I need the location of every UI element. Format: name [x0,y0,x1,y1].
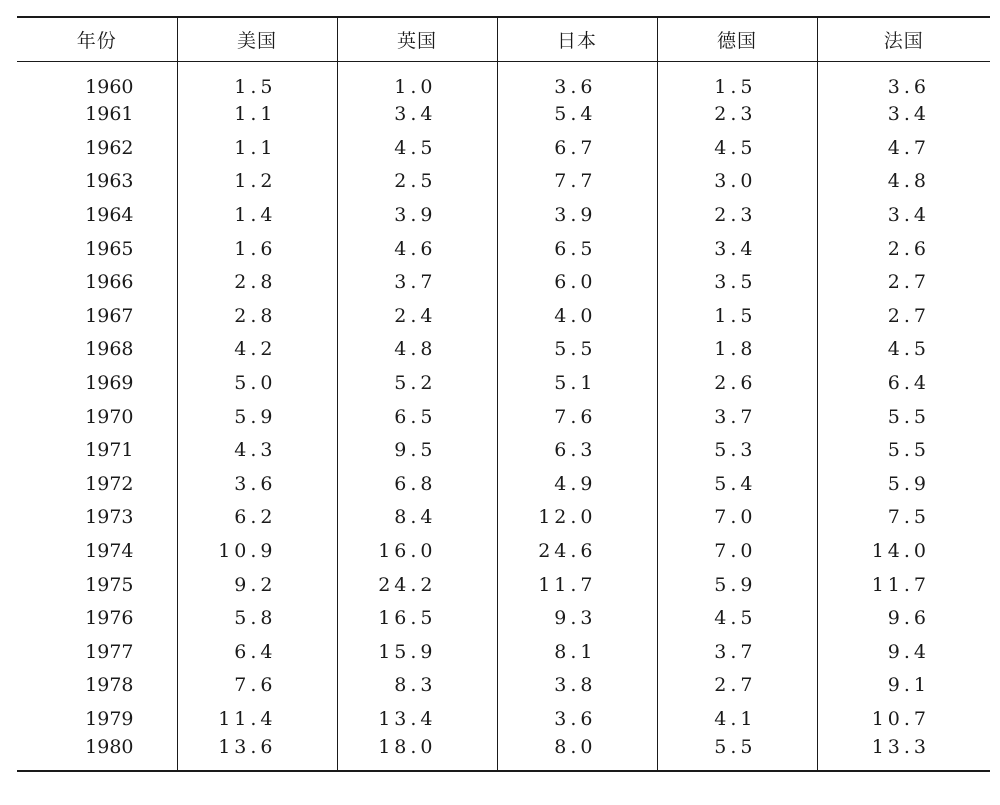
cell-japan: 24.6 [497,534,657,568]
table-row [17,601,990,635]
table-row [17,98,990,132]
cell-france: 5.9 [817,467,990,501]
cell-uk: 18.0 [337,736,497,771]
cell-japan: 9.3 [497,601,657,635]
cell-japan: 5.5 [497,333,657,367]
table-row [17,165,990,199]
header-row [17,17,990,61]
table-row [17,736,990,771]
header-year: 年份 [76,29,117,52]
data-table-container [17,16,990,772]
table-row [17,299,990,333]
cell-japan: 6.5 [497,232,657,266]
table-row [17,232,990,266]
cell-year: 1962 [85,136,134,159]
cell-germany: 2.6 [657,366,817,400]
cell-germany: 2.3 [657,198,817,232]
cell-uk: 2.5 [337,165,497,199]
cell-germany: 4.5 [657,601,817,635]
cell-japan: 11.7 [497,568,657,602]
table-row [17,635,990,669]
cell-usa: 3.6 [177,467,337,501]
cell-germany: 7.0 [657,534,817,568]
cell-usa: 11.4 [177,702,337,736]
cell-japan: 3.6 [497,702,657,736]
cell-france: 6.4 [817,366,990,400]
cell-usa: 5.8 [177,601,337,635]
table-row [17,568,990,602]
table-row [17,366,990,400]
table-body [17,61,990,771]
cell-usa: 6.4 [177,635,337,669]
cell-usa: 5.9 [177,400,337,434]
cell-uk: 1.0 [337,61,497,98]
table-row [17,702,990,736]
cell-germany: 5.5 [657,736,817,771]
cell-france: 2.7 [817,265,990,299]
table-row [17,534,990,568]
cell-year: 1966 [85,271,134,294]
header-france: 法国 [817,17,990,61]
cell-uk: 13.4 [337,702,497,736]
cell-usa: 4.2 [177,333,337,367]
cell-uk: 3.7 [337,265,497,299]
cell-japan: 3.6 [497,61,657,98]
cell-germany: 1.5 [657,61,817,98]
cell-usa: 1.1 [177,131,337,165]
cell-usa: 2.8 [177,265,337,299]
cell-year: 1975 [85,573,134,596]
cell-germany: 2.7 [657,669,817,703]
cell-uk: 3.4 [337,98,497,132]
cell-year: 1968 [85,338,134,361]
header-germany: 德国 [657,17,817,61]
cell-france: 4.5 [817,333,990,367]
cell-japan: 5.4 [497,98,657,132]
cell-year: 1961 [85,103,134,126]
cell-france: 9.4 [817,635,990,669]
cell-germany: 1.8 [657,333,817,367]
header-japan: 日本 [497,17,657,61]
cell-france: 14.0 [817,534,990,568]
cell-usa: 10.9 [177,534,337,568]
cell-uk: 4.5 [337,131,497,165]
table-row [17,669,990,703]
cell-france: 3.6 [817,61,990,98]
cell-japan: 8.1 [497,635,657,669]
table-row [17,333,990,367]
cell-uk: 6.8 [337,467,497,501]
cell-japan: 5.1 [497,366,657,400]
cell-germany: 3.7 [657,635,817,669]
cell-uk: 2.4 [337,299,497,333]
cell-uk: 16.0 [337,534,497,568]
cell-usa: 4.3 [177,433,337,467]
cell-uk: 15.9 [337,635,497,669]
cell-france: 7.5 [817,501,990,535]
cell-uk: 24.2 [337,568,497,602]
table-row [17,61,990,98]
header-usa: 美国 [177,17,337,61]
cell-france: 13.3 [817,736,990,771]
cell-france: 5.5 [817,433,990,467]
cell-year: 1970 [85,405,134,428]
cell-year: 1972 [85,472,134,495]
cell-germany: 1.5 [657,299,817,333]
cell-uk: 6.5 [337,400,497,434]
cell-uk: 16.5 [337,601,497,635]
cell-germany: 3.5 [657,265,817,299]
cell-uk: 8.4 [337,501,497,535]
cell-usa: 1.2 [177,165,337,199]
cell-uk: 5.2 [337,366,497,400]
cell-uk: 3.9 [337,198,497,232]
cell-germany: 5.4 [657,467,817,501]
cell-year: 1978 [85,674,134,697]
cell-usa: 1.1 [177,98,337,132]
cell-year: 1964 [85,204,134,227]
cell-france: 4.8 [817,165,990,199]
table-row [17,265,990,299]
cell-japan: 3.9 [497,198,657,232]
cell-france: 3.4 [817,198,990,232]
cell-year: 1973 [85,506,134,529]
cell-year: 1974 [85,540,134,563]
cell-usa: 6.2 [177,501,337,535]
cell-year: 1977 [85,640,134,663]
table-row [17,433,990,467]
cell-uk: 4.6 [337,232,497,266]
cell-germany: 3.4 [657,232,817,266]
cell-japan: 8.0 [497,736,657,771]
cell-japan: 6.7 [497,131,657,165]
cell-year: 1963 [85,170,134,193]
cell-uk: 9.5 [337,433,497,467]
cell-germany: 5.3 [657,433,817,467]
cell-france: 11.7 [817,568,990,602]
cell-france: 5.5 [817,400,990,434]
cell-germany: 4.1 [657,702,817,736]
cell-japan: 6.0 [497,265,657,299]
inflation-table [17,16,990,772]
cell-germany: 2.3 [657,98,817,132]
cell-germany: 5.9 [657,568,817,602]
cell-year: 1969 [85,372,134,395]
table-row [17,198,990,232]
cell-uk: 4.8 [337,333,497,367]
table-header [17,17,990,61]
cell-usa: 9.2 [177,568,337,602]
cell-usa: 5.0 [177,366,337,400]
cell-france: 9.1 [817,669,990,703]
cell-usa: 7.6 [177,669,337,703]
cell-japan: 6.3 [497,433,657,467]
table-row [17,400,990,434]
cell-france: 2.7 [817,299,990,333]
header-uk: 英国 [337,17,497,61]
cell-japan: 3.8 [497,669,657,703]
cell-usa: 2.8 [177,299,337,333]
cell-japan: 4.0 [497,299,657,333]
cell-germany: 3.0 [657,165,817,199]
cell-france: 9.6 [817,601,990,635]
cell-uk: 8.3 [337,669,497,703]
cell-japan: 4.9 [497,467,657,501]
cell-usa: 1.4 [177,198,337,232]
cell-year: 1960 [85,75,134,98]
table-row [17,501,990,535]
cell-year: 1965 [85,237,134,260]
cell-year: 1971 [85,439,134,462]
table-row [17,131,990,165]
cell-france: 3.4 [817,98,990,132]
cell-year: 1967 [85,304,134,327]
cell-year: 1979 [85,707,134,730]
cell-germany: 4.5 [657,131,817,165]
cell-japan: 12.0 [497,501,657,535]
cell-france: 10.7 [817,702,990,736]
table-row [17,467,990,501]
cell-japan: 7.7 [497,165,657,199]
cell-usa: 1.5 [177,61,337,98]
cell-japan: 7.6 [497,400,657,434]
cell-year: 1980 [85,735,134,758]
cell-germany: 7.0 [657,501,817,535]
cell-year: 1976 [85,607,134,630]
cell-usa: 1.6 [177,232,337,266]
cell-france: 2.6 [817,232,990,266]
cell-germany: 3.7 [657,400,817,434]
cell-france: 4.7 [817,131,990,165]
cell-usa: 13.6 [177,736,337,771]
